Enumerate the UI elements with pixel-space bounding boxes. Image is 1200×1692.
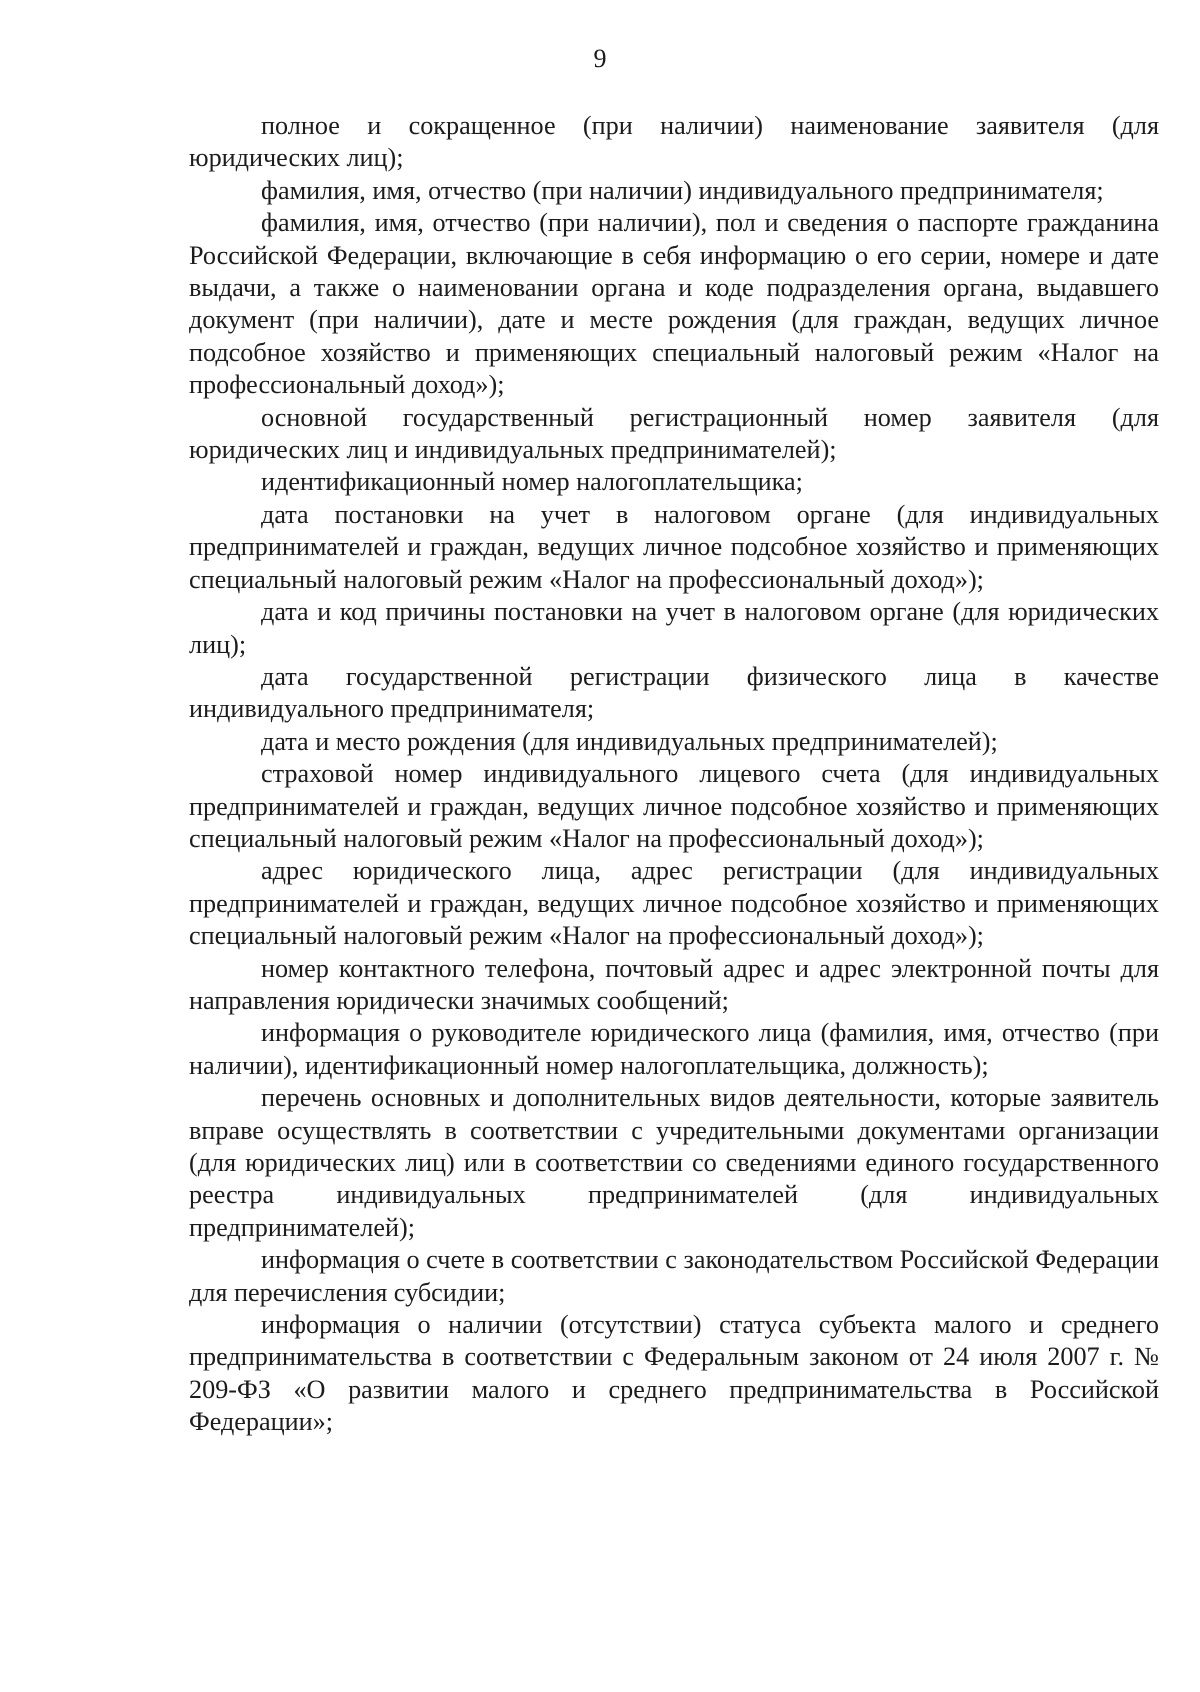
list-item: полное и сокращенное (при наличии) наименование заявителя (для юридических лиц); [189,111,1159,173]
list-item: фамилия, имя, отчество (при наличии), пол и сведения о паспорте гражданина Российской Федерации, включающие в себя информацию о его серии, номере и дате выдачи, а также о наименовании органа и коде подразделения органа, выдавшего документ (при наличии), дате и месте рождения (для граждан, ведущих личное подсобное хозяйство и применяющих специальный налоговый режим «Налог на профессиональный доход»); [189,208,1159,400]
list-item: номер контактного телефона, почтовый адрес и адрес электронной почты для направления юридически значимых сообщений; [189,953,1159,1015]
list-item: дата и код причины постановки на учет в налоговом органе (для юридических лиц); [189,597,1159,659]
list-item: идентификационный номер налогоплательщика; [261,467,803,497]
list-item: фамилия, имя, отчество (при наличии) индивидуального предпринимателя; [261,175,1104,205]
list-item: дата постановки на учет в налоговом органе (для индивидуальных предпринимателей и граждан, ведущих личное подсобное хозяйство и применяющих специальный налоговый режим «Налог на профессиональный доход»); [189,499,1159,594]
list-item: дата и место рождения (для индивидуальных предпринимателей); [261,726,998,756]
list-item: перечень основных и дополнительных видов деятельности, которые заявитель вправе осуществлять в соответствии с учредительными документами организации (для юридических лиц) или в соответствии со сведениями единого государственного реестра индивидуальных предпринимателей (для индивидуальных предпринимателей); [189,1083,1159,1242]
page-number: 9 [593,44,607,73]
list-item: информация о руководителе юридического лица (фамилия, имя, отчество (при наличии), идентификационный номер налогоплательщика, должность); [189,1018,1159,1080]
list-item: адрес юридического лица, адрес регистрации (для индивидуальных предпринимателей и граждан, ведущих личное подсобное хозяйство и применяющих специальный налоговый режим «Налог на профессиональный доход»); [189,856,1159,951]
list-item: информация о счете в соответствии с законодательством Российской Федерации для перечисления субсидии; [189,1245,1159,1307]
list-item: основной государственный регистрационный номер заявителя (для юридических лиц и индивидуальных предпринимателей); [189,402,1159,465]
list-item: информация о наличии (отсутствии) статуса субъекта малого и среднего предпринимательства в соответствии с Федеральным законом от 24 июля 2007 г. № 209-ФЗ «О развитии малого и среднего предпринимательства в Российской Федерации»; [189,1310,1159,1437]
document-body [189,110,1159,1439]
list-item: страховой номер индивидуального лицевого счета (для индивидуальных предпринимателей и граждан, ведущих личное подсобное хозяйство и применяющих специальный налоговый режим «Налог на профессиональный доход»); [189,759,1159,853]
list-item: дата государственной регистрации физического лица в качестве индивидуального предпринимателя; [189,661,1159,724]
